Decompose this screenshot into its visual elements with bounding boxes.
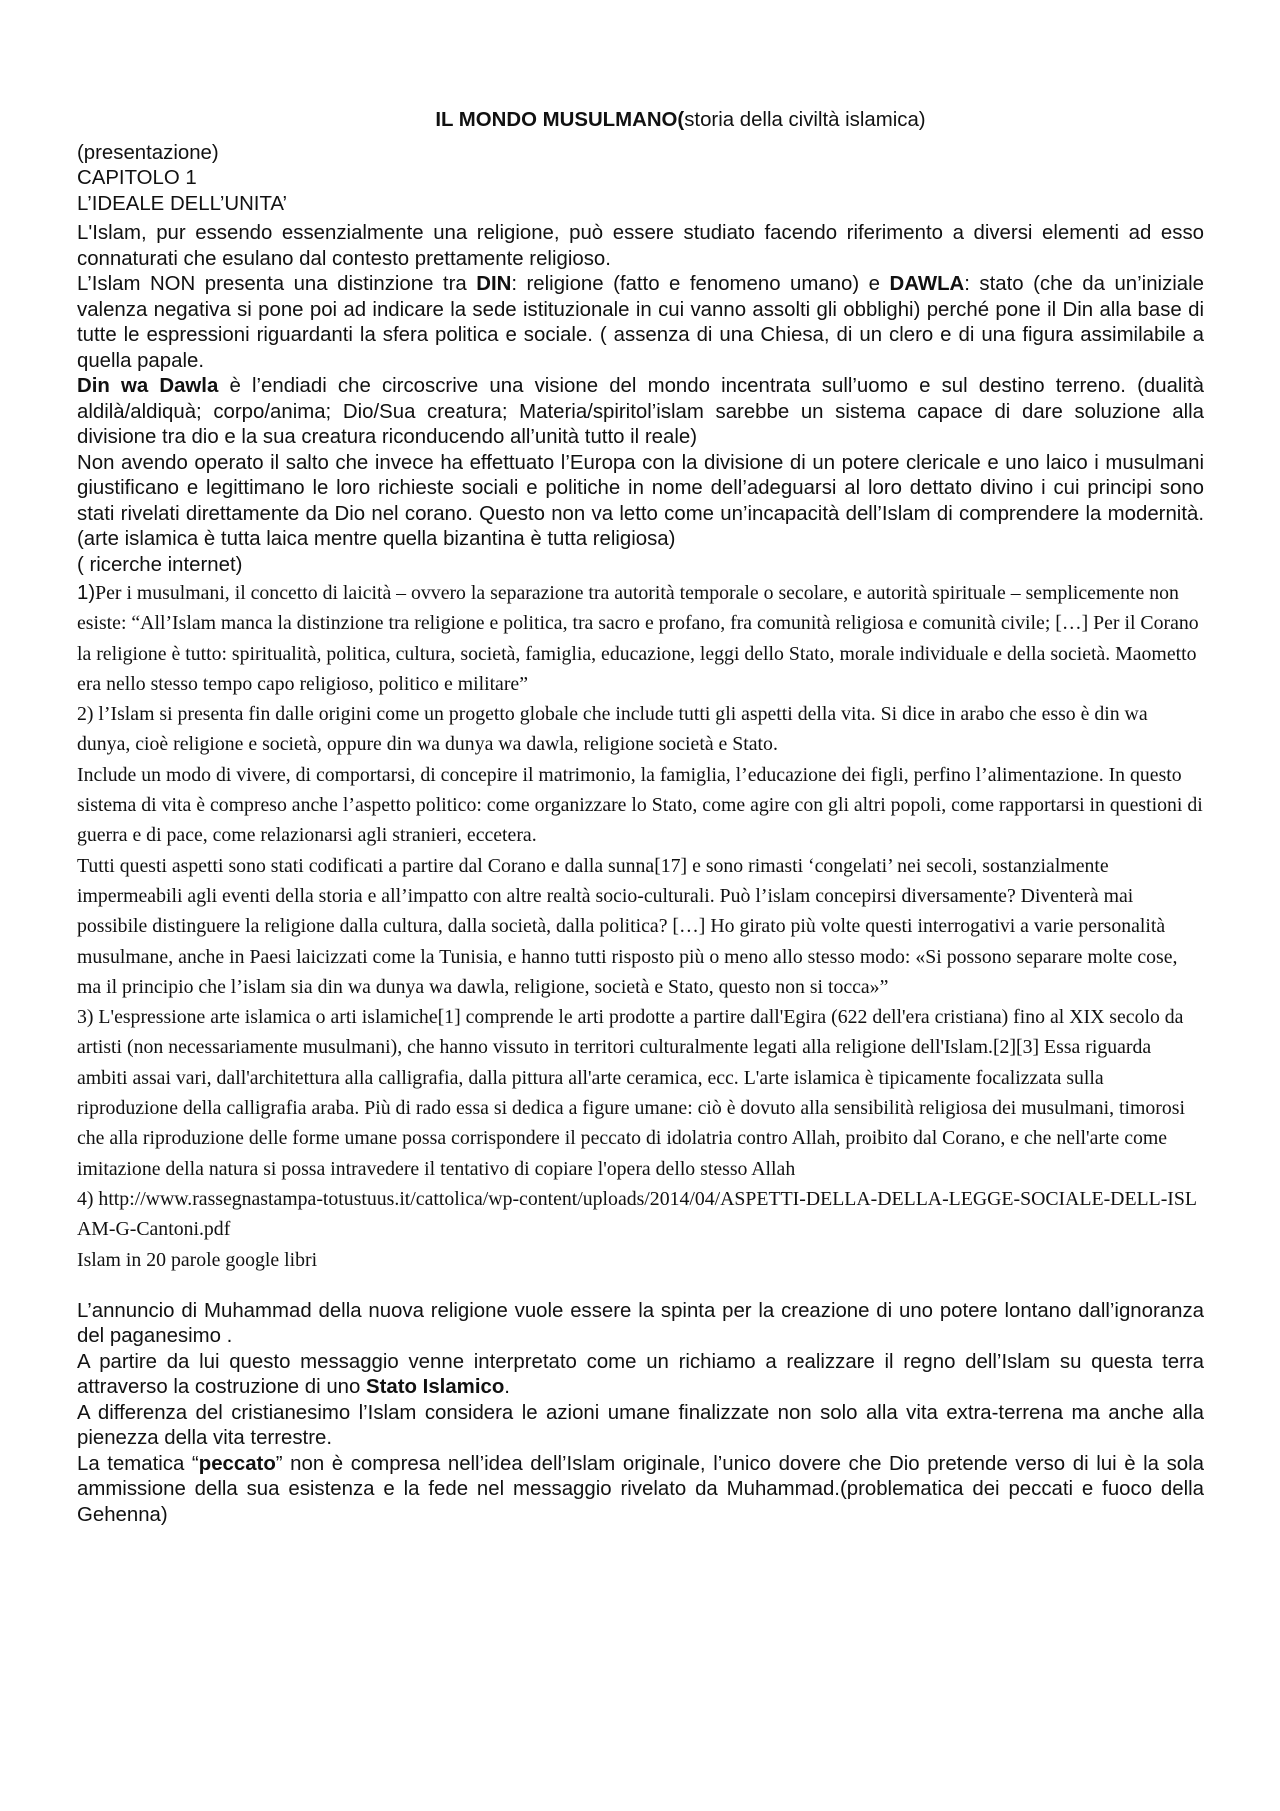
spacer (77, 1275, 1204, 1299)
q2-text-b: . (504, 1376, 510, 1399)
research-2c: Tutti questi aspetti sono stati codificati a partire dal Corano e dalla sunna[17] e sono rimasti ‘congelati’ nei secoli, sostanzialmente impermeabili agli eventi della storia e all’impatto con altre realtà socio-culturali. Può l’islam concepirsi diversamente? Diventerà mai possibile distinguere la religione dalla cultura, dalla società, dalla politica? […] Ho girato più volte questi interrogativi a varie personalità musulmane, anche in Paesi laicizzati come la Tunisia, e hanno tutti risposto più o meno allo stesso modo: «Si possono separare molte cose, ma il principio che l’islam sia din wa dunya wa dawla, religione, società e Stato, questo non si tocca»” (77, 854, 1178, 998)
p2-text-a: L’Islam NON presenta una distinzione tra (77, 273, 477, 295)
research-1 (77, 578, 1204, 699)
paragraph-q2 (77, 1350, 1204, 1401)
q2-bold: Stato Islamico (366, 1376, 505, 1399)
p2-text-c: : stato (che da un’iniziale valenza negativa si pone poi ad indicare la sede istituzionale in cui vanno assolti gli obblighi) perché pone il Din alla base di tutte le espressioni riguardanti la sfera politica e sociale. ( assenza di una Chiesa, di un clero e di una figura assimilabile a quella papale. (77, 273, 1205, 372)
paragraph-4: Non avendo operato il salto che invece ha effettuato l’Europa con la divisione di un potere clericale e uno laico i musulmani giustificano e legittimano le loro richieste sociali e politiche in nome dell’adeguarsi al loro dettato divino i cui principi sono stati rivelati direttamente da Dio nel corano. Questo non va letto come un’incapacità dell’Islam di comprendere la modernità.(arte islamica è tutta laica mentre quella bizantina è tutta religiosa) (77, 451, 1204, 550)
paragraph-q4 (77, 1452, 1204, 1529)
title-bold: IL MONDO MUSULMANO( (435, 109, 685, 131)
research-2b: Include un modo di vivere, di comportarsi, di concepire il matrimonio, la famiglia, l’educazione dei figli, perfino l’alimentazione. In questo sistema di vita è compreso anche l’aspetto politico: come organizzare lo Stato, come agire con gli altri popoli, come rapportarsi in questioni di guerra e di pace, come relazionarsi agli stranieri, eccetera. (77, 763, 1203, 847)
research-2: 2) l’Islam si presenta fin dalle origini come un progetto globale che include tutti gli aspetti della vita. Si dice in arabo che esso è din wa dunya, cioè religione e società, oppure din wa dunya wa dawla, religione società e Stato. (77, 703, 1148, 756)
q4-text-b: ” non è compresa nell’idea dell’Islam originale, l’unico dovere che Dio pretende verso di lui è la sola ammissione della sua esistenza e la fede nel messaggio rivelato da Muhammad.(problematica dei peccati e fuoco della Gehenna) (77, 1452, 1204, 1526)
q2-text-a: A partire da lui questo messaggio venne interpretato come un richiamo a realizzare il regno dell’Islam su questa terra attraverso la costruzione di uno (77, 1350, 1204, 1399)
paragraph-2 (77, 272, 1204, 374)
research-1-text: Per i musulmani, il concetto di laicità – ovvero la separazione tra autorità temporale o secolare, e autorità spirituale – semplicemente non esiste: “All’Islam manca la distinzione tra religione e politica, tra sacro e profano, fra comunità religiosa e comunità civile; […] Per il Corano la religione è tutto: spiritualità, politica, cultura, società, famiglia, educazione, leggi dello Stato, morale individuale e della società. Maometto era nello stesso tempo capo religioso, politico e militare” (77, 582, 1199, 695)
paragraph-q3: A differenza del cristianesimo l’Islam considera le azioni umane finalizzate non solo alla vita extra-terrena ma anche alla pienezza della vita terrestre. (77, 1401, 1204, 1450)
p3-bold: Din wa Dawla (77, 375, 219, 397)
chapter-subtitle: L’IDEALE DELL’UNITA’ (77, 192, 288, 215)
presentazione-label: (presentazione) (77, 141, 219, 164)
paragraph-3 (77, 374, 1204, 451)
p2-dawla: DAWLA (889, 273, 965, 295)
research-5: Islam in 20 parole google libri (77, 1248, 318, 1271)
title-rest: storia della civiltà islamica) (684, 109, 926, 131)
research-4-link[interactable]: 4) http://www.rassegnastampa-totustuus.it/cattolica/wp-content/uploads/2014/04/ASPETTI-DELLA-DELLA-LEGGE-SOCIALE-DELL-ISLAM-G-Cantoni.pdf (77, 1187, 1197, 1241)
research-3: 3) L'espressione arte islamica o arti islamiche[1] comprende le arti prodotte a partire dall'Egira (622 dell'era cristiana) fino al XIX secolo da artisti (non necessariamente musulmani), che hanno vissuto in territori culturalmente legati alla religione dell'Islam.[2][3] Essa riguarda ambiti assai vari, dall'architettura alla calligrafia, dalla pittura all'arte ceramica, ecc. L'arte islamica è tipicamente focalizzata sulla riproduzione della calligrafia araba. Più di rado essa si dedica a figure umane: ciò è dovuto alla sensibilità religiosa dei musulmani, timorosi che alla riproduzione delle forme umane possa corrispondere il peccato di idolatria contro Allah, proibito dal Corano, e che nell'arte come imitazione della natura si possa intravedere il tentativo di copiare l'opera dello stesso Allah (77, 1006, 1185, 1180)
paragraph-q1: L’annuncio di Muhammad della nuova religione vuole essere la spinta per la creazione di uno potere lontano dall’ignoranza del paganesimo . (77, 1299, 1204, 1348)
q4-bold: peccato (198, 1452, 276, 1475)
research-1-number: 1) (77, 582, 96, 604)
paragraph-1: L'Islam, pur essendo essenzialmente una religione, può essere studiato facendo riferimento a diversi elementi ad esso connaturati che esulano dal contesto prettamente religioso. (77, 222, 1204, 270)
p2-text-b: : religione (fatto e fenomeno umano) e (511, 273, 890, 295)
p2-din: DIN (476, 273, 512, 295)
q4-text-a: La tematica “ (77, 1452, 199, 1475)
ricerche-label: ( ricerche internet) (77, 553, 243, 576)
document-title (77, 108, 1204, 134)
chapter-heading: CAPITOLO 1 (77, 167, 197, 189)
p3-rest: è l’endiadi che circoscrive una visione del mondo incentrata sull’uomo e sul destino terreno. (dualità aldilà/aldiquà; corpo/anima; Dio/Sua creatura; Materia/spiritol’islam sarebbe un sistema capace di dare soluzione alla divisione tra dio e la sua creatura riconducendo all’unità tutto il reale) (77, 375, 1204, 448)
